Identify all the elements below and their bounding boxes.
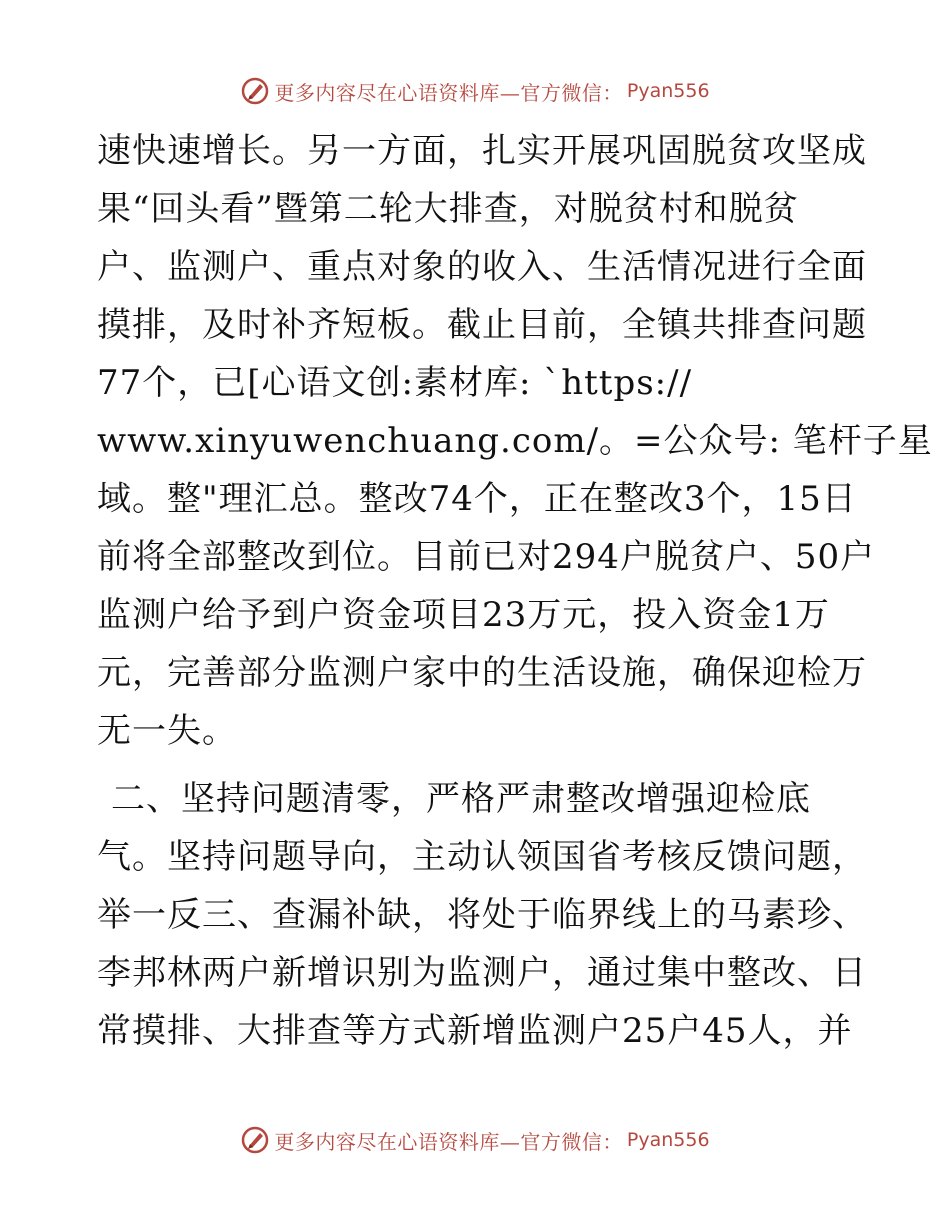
text-line: 果“回头看”暨第二轮大排查，对脱贫村和脱贫 — [97, 189, 799, 229]
watermark-wechat-id: Pyan556 — [626, 1129, 710, 1151]
paragraph-gap — [97, 760, 853, 770]
text-line: 监测户给予到户资金项目23万元，投入资金1万 — [97, 595, 830, 635]
text-line: 举一反三、查漏补缺，将处于临界线上的马素珍、 — [97, 895, 867, 935]
document-body — [97, 122, 933, 1060]
text-line: 77个，已[心语文创:素材库: `https:// — [97, 363, 693, 403]
text-line: 气。坚持问题导向，主动认领国省考核反馈问题， — [97, 837, 867, 877]
text-line: 前将全部整改到位。目前已对294户脱贫户、50户 — [97, 537, 876, 577]
watermark-text: 更多内容尽在心语资料库—官方微信： — [274, 1129, 623, 1154]
text-line: 无一失。 — [97, 711, 237, 751]
text-line: 摸排，及时补齐短板。截止目前，全镇共排查问题 — [97, 305, 867, 345]
text-line: www.xinyuwenchuang.com/。=公众号: 笔杆子星 — [97, 421, 933, 461]
watermark-text: 更多内容尽在心语资料库—官方微信： — [274, 80, 623, 105]
pen-logo-icon — [240, 1125, 270, 1155]
text-line: 户、监测户、重点对象的收入、生活情况进行全面 — [97, 247, 867, 287]
section-heading-line: 二、坚持问题清零，严格严肃整改增强迎检底 — [111, 779, 811, 819]
text-line: 元，完善部分监测户家中的生活设施，确保迎检万 — [97, 653, 867, 693]
paragraph — [97, 122, 933, 760]
footer-watermark — [0, 1120, 950, 1160]
paragraph — [97, 770, 867, 1060]
text-line: 域。整"理汇总。整改74个，正在整改3个，15日 — [97, 479, 857, 519]
text-line: 常摸排、大排查等方式新增监测户25户45人，并 — [97, 1011, 853, 1051]
pen-logo-icon — [240, 76, 270, 106]
text-line: 李邦林两户新增识别为监测户，通过集中整改、日 — [97, 953, 867, 993]
watermark-wechat-id: Pyan556 — [626, 80, 710, 102]
header-watermark — [0, 71, 950, 111]
text-line: 速快速增长。另一方面，扎实开展巩固脱贫攻坚成 — [97, 131, 867, 171]
